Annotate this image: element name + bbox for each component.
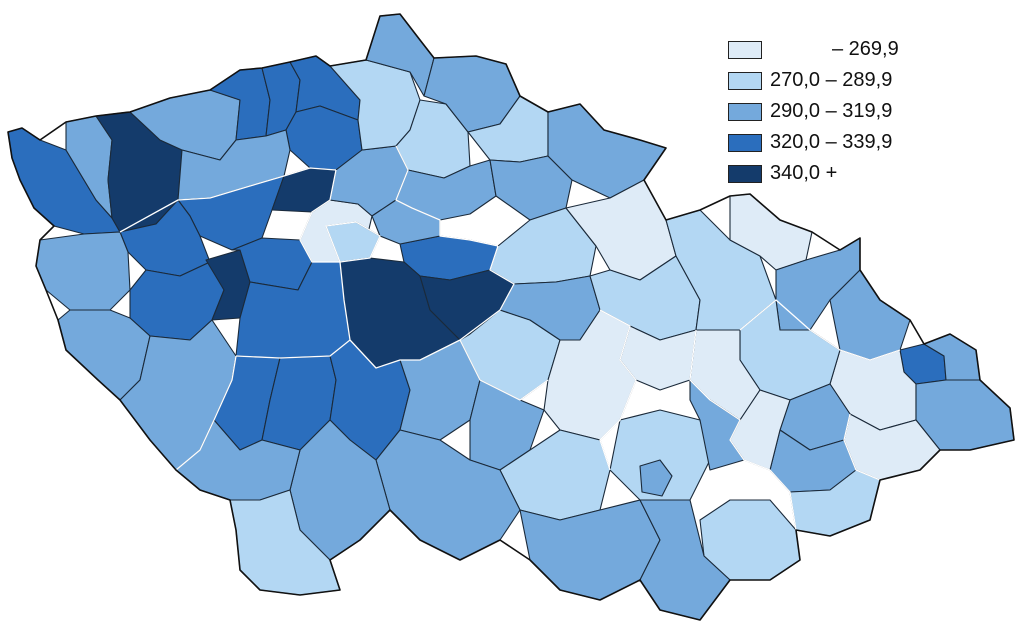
legend-item-1: [728, 34, 928, 65]
legend-swatch-1: [728, 41, 762, 59]
district-znojmo[interactable]: [520, 500, 660, 600]
legend-label-4: 320,0 – 339,9: [770, 131, 893, 153]
legend-label-2: 270,0 – 289,9: [770, 69, 893, 91]
legend: [728, 34, 928, 189]
legend-item-2: [728, 65, 928, 96]
legend-label-3: 290,0 – 319,9: [770, 100, 893, 122]
legend-item-3: [728, 96, 928, 127]
legend-label-1: – 269,9: [832, 38, 899, 60]
legend-item-4: [728, 127, 928, 158]
legend-swatch-2: [728, 72, 762, 90]
legend-swatch-4: [728, 134, 762, 152]
legend-swatch-5: [728, 165, 762, 183]
legend-item-5: [728, 158, 928, 189]
legend-swatch-3: [728, 103, 762, 121]
legend-label-5: 340,0 +: [770, 162, 838, 184]
